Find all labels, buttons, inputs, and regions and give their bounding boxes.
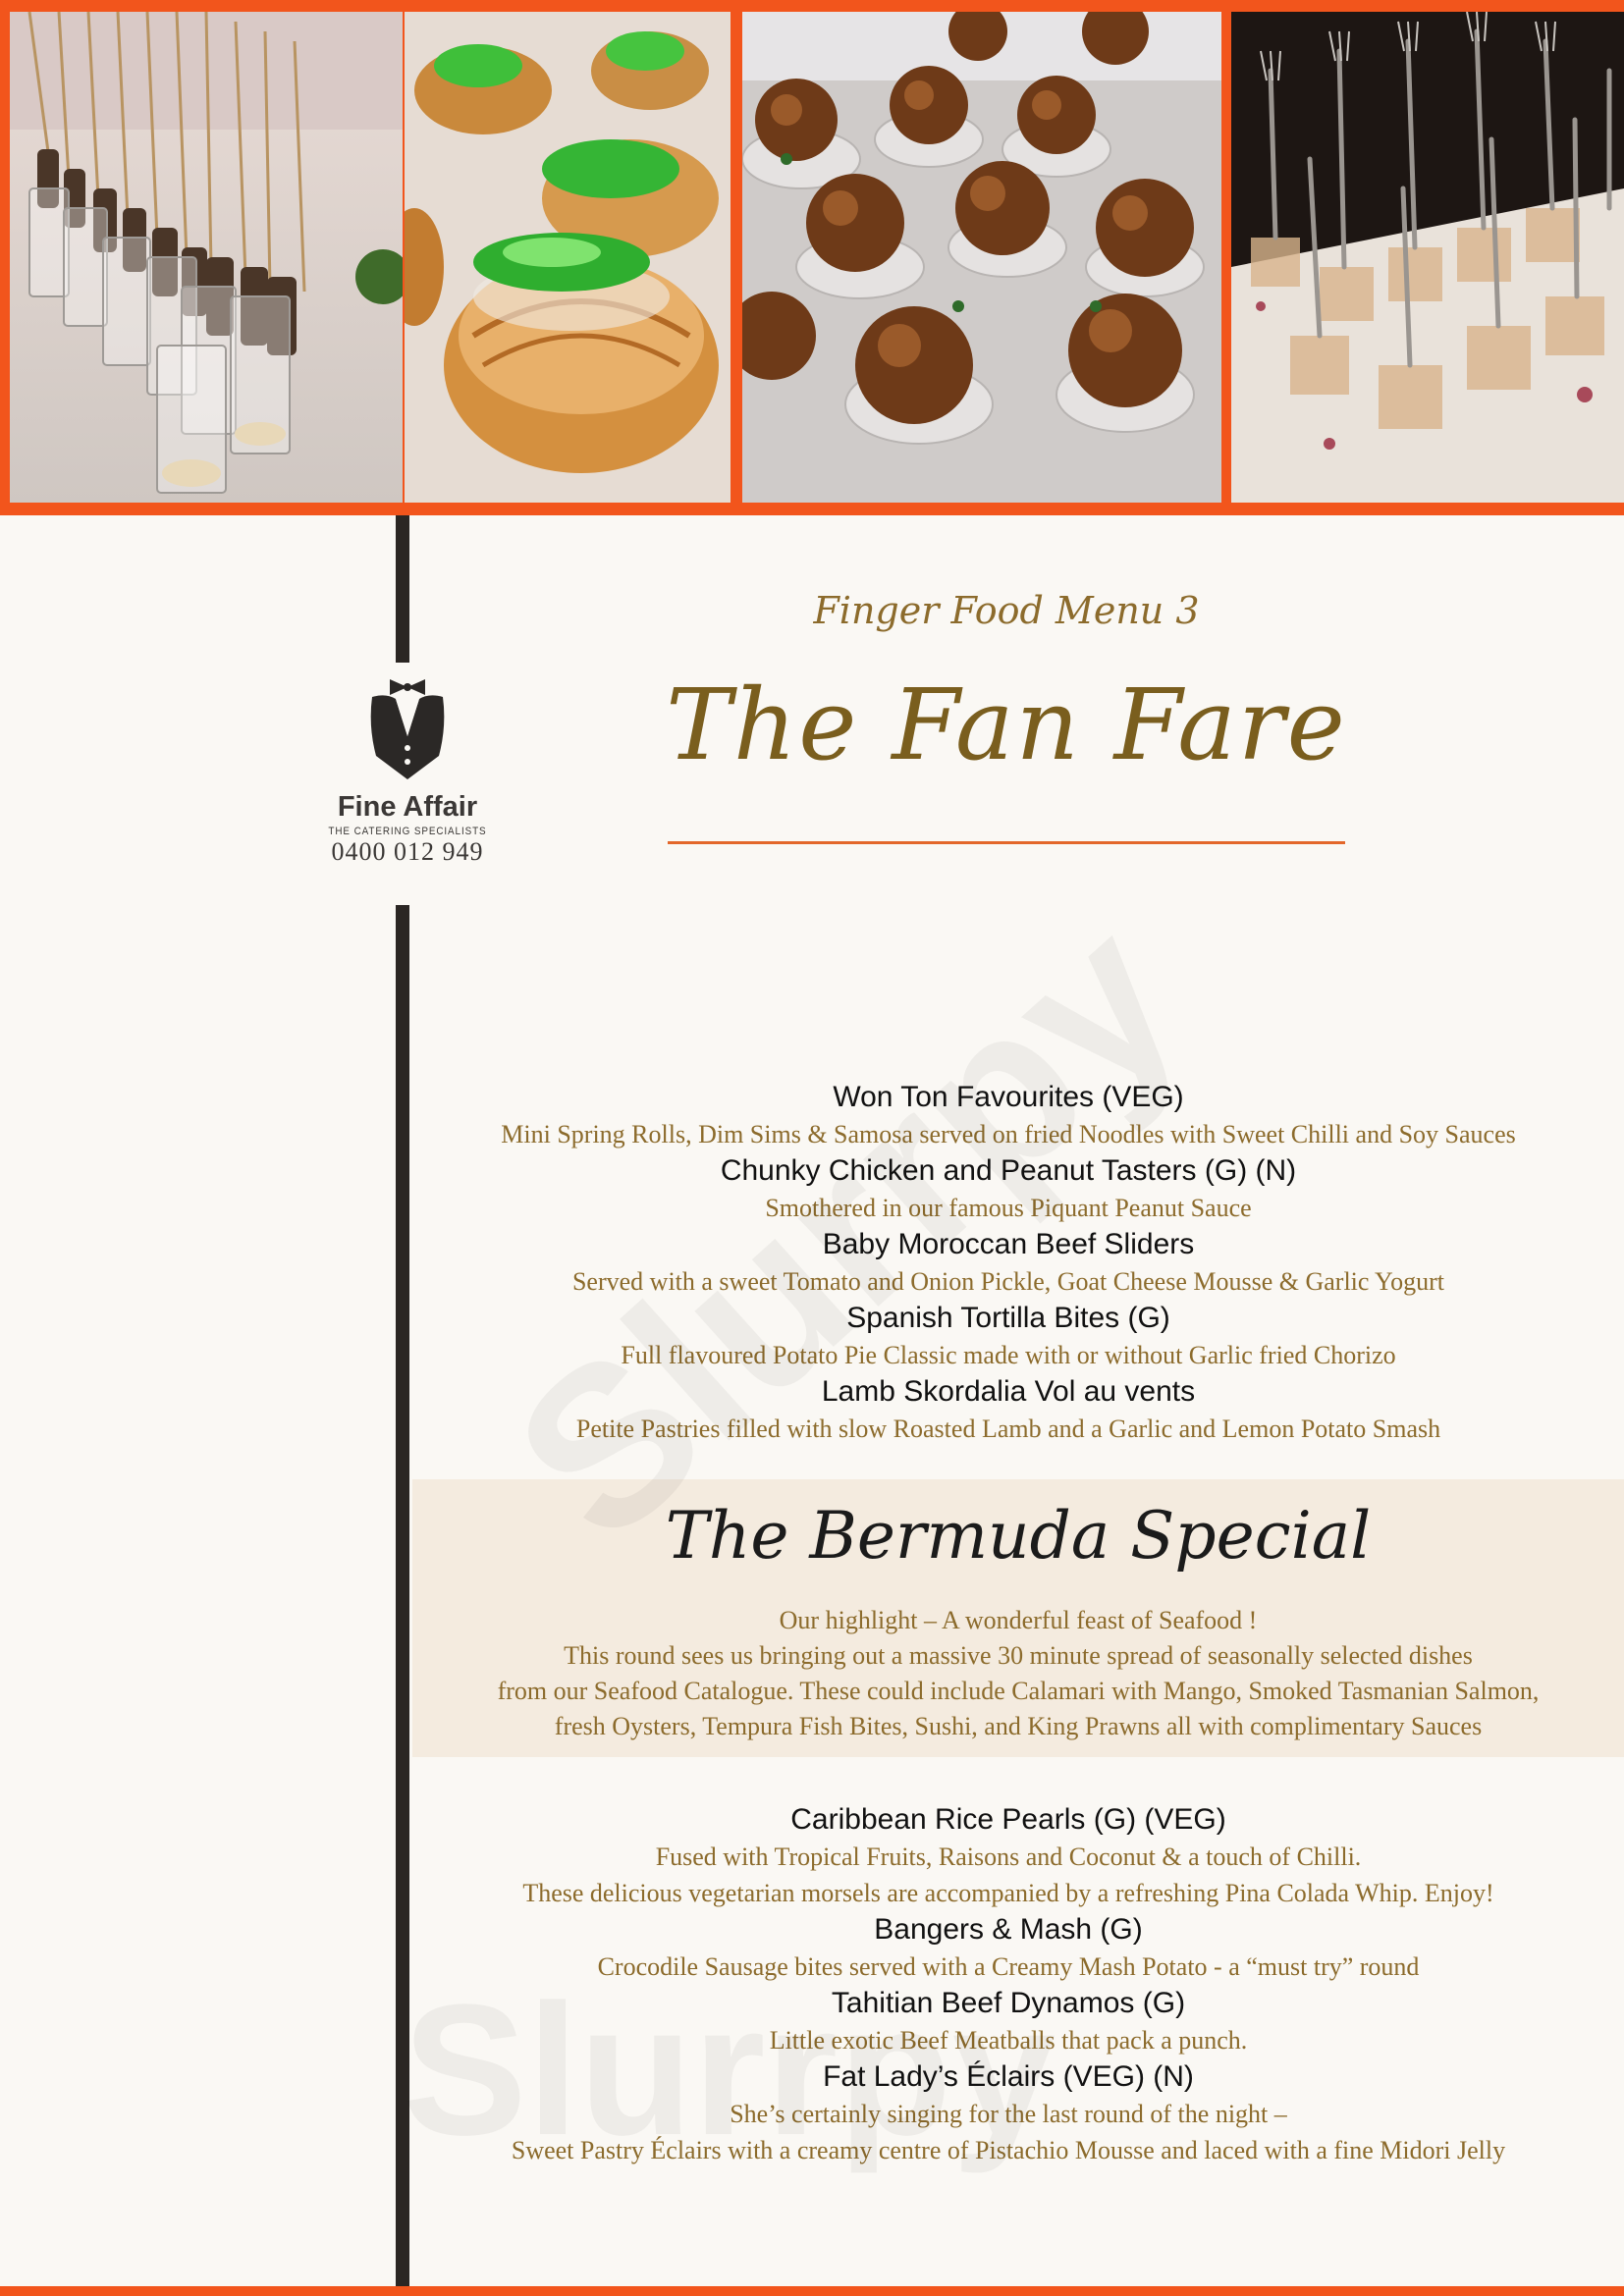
menu-title: The Fan Fare xyxy=(666,667,1347,782)
menu-item-name: Spanish Tortilla Bites (G) xyxy=(846,1302,1170,1334)
menu-item-description: She’s certainly singing for the last round of the night – xyxy=(730,2100,1287,2128)
menu-section-a xyxy=(422,1079,1595,1447)
menu-item-name: Caribbean Rice Pearls (G) (VEG) xyxy=(790,1803,1226,1836)
menu-item-description: Fused with Tropical Fruits, Raisons and Coconut & a touch of Chilli. xyxy=(655,1842,1362,1871)
menu-item xyxy=(422,1911,1595,1985)
special-line: This round sees us bringing out a massive 30 minute spread of seasonally selected dishes xyxy=(564,1641,1473,1670)
menu-item xyxy=(422,1801,1595,1911)
brand-phone: 0400 012 949 xyxy=(331,837,484,866)
special-title: The Bermuda Special xyxy=(665,1498,1372,1574)
menu-section-b xyxy=(422,1801,1595,2168)
menu-item-description: Petite Pastries filled with slow Roasted Lamb and a Garlic and Lemon Potato Smash xyxy=(575,1415,1441,1443)
special-section xyxy=(412,1479,1624,1757)
bottom-border xyxy=(0,2286,1624,2296)
menu-item-name: Baby Moroccan Beef Sliders xyxy=(822,1228,1195,1260)
menu-item-name: Lamb Skordalia Vol au vents xyxy=(821,1375,1196,1408)
special-line: from our Seafood Catalogue. These could include Calamari with Mango, Smoked Tasmanian Salmon, xyxy=(497,1677,1540,1705)
special-line: fresh Oysters, Tempura Fish Bites, Sushi, and King Prawns all with complimentary Sauces xyxy=(554,1712,1483,1740)
vertical-divider-bottom xyxy=(396,905,409,2287)
menu-item xyxy=(422,1152,1595,1226)
menu-item-description: Full flavoured Potato Pie Classic made with or without Garlic fried Chorizo xyxy=(621,1341,1396,1369)
menu-item-description: Crocodile Sausage bites served with a Creamy Mash Potato - a “must try” round xyxy=(597,1952,1420,1981)
photo-strip xyxy=(0,0,1624,515)
menu-item-description: Smothered in our famous Piquant Peanut Sauce xyxy=(765,1194,1252,1222)
tuxedo-icon xyxy=(366,677,449,783)
skewer-dessert-cups-photo xyxy=(10,12,403,503)
menu-item-name: Tahitian Beef Dynamos (G) xyxy=(831,1987,1186,2019)
special-description xyxy=(412,1603,1624,1744)
menu-item-name: Chunky Chicken and Peanut Tasters (G) (N) xyxy=(720,1154,1297,1187)
menu-subtitle: Finger Food Menu 3 xyxy=(813,589,1200,632)
title-rule xyxy=(668,841,1345,844)
pastry-with-midori-jelly-photo xyxy=(405,12,731,503)
menu-item-name: Bangers & Mash (G) xyxy=(874,1913,1143,1946)
menu-item xyxy=(422,1226,1595,1300)
vertical-divider-top xyxy=(396,515,409,663)
fork-jelly-photo xyxy=(1231,12,1624,503)
brand-logo xyxy=(314,677,501,867)
special-line: Our highlight – A wonderful feast of Seafood ! xyxy=(779,1606,1258,1634)
menu-item xyxy=(422,1300,1595,1373)
croquettes-photo xyxy=(742,12,1221,503)
menu-item-description: These delicious vegetarian morsels are accompanied by a refreshing Pina Colada Whip. Enjoy! xyxy=(522,1879,1494,1907)
menu-item xyxy=(422,1373,1595,1447)
menu-item-name: Fat Lady’s Éclairs (VEG) (N) xyxy=(823,2060,1194,2093)
menu-item-description: Served with a sweet Tomato and Onion Pickle, Goat Cheese Mousse & Garlic Yogurt xyxy=(571,1267,1445,1296)
menu-item xyxy=(422,1985,1595,2058)
brand-name: Fine Affair xyxy=(337,791,478,823)
menu-item-name: Won Ton Favourites (VEG) xyxy=(833,1081,1184,1113)
brand-tagline: THE CATERING SPECIALISTS xyxy=(328,826,487,837)
menu-item xyxy=(422,1079,1595,1152)
menu-item xyxy=(422,2058,1595,2168)
menu-item-description: Sweet Pastry Éclairs with a creamy centre of Pistachio Mousse and laced with a fine Midori Jelly xyxy=(511,2136,1506,2164)
menu-item-description: Mini Spring Rolls, Dim Sims & Samosa served on fried Noodles with Sweet Chilli and Soy Sauces xyxy=(501,1120,1516,1148)
menu-item-description: Little exotic Beef Meatballs that pack a punch. xyxy=(769,2026,1248,2055)
